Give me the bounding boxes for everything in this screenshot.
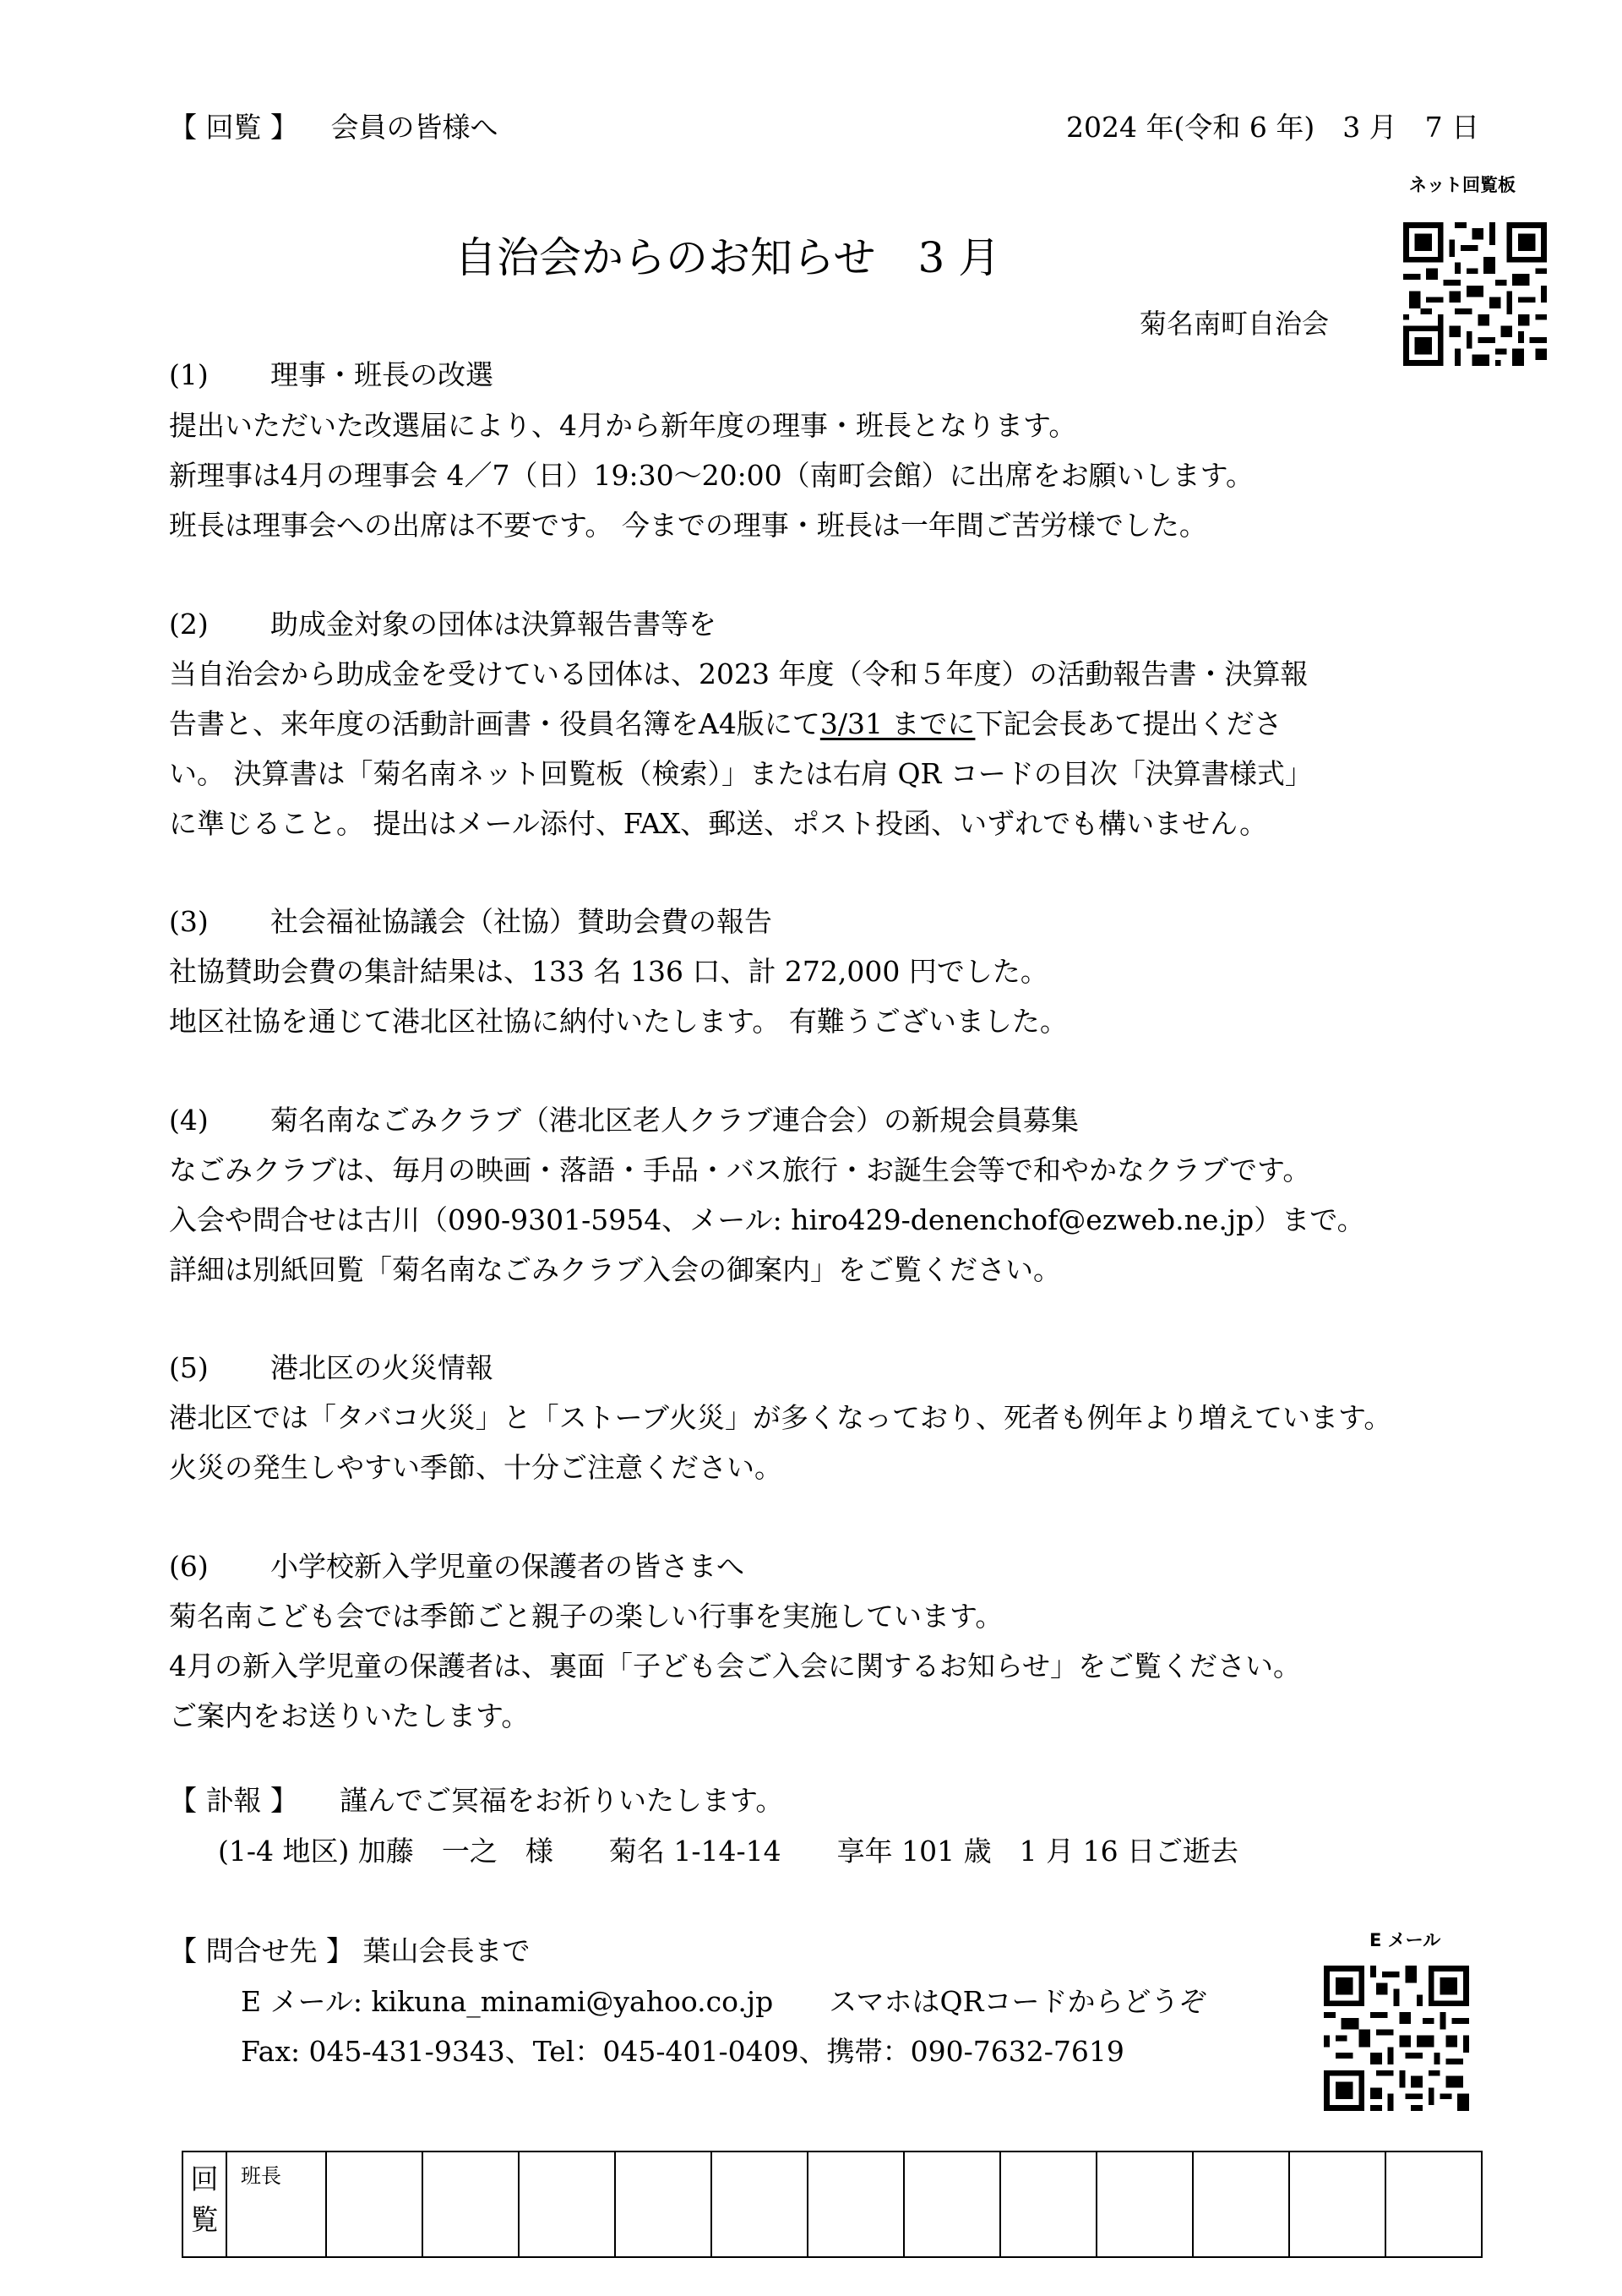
issue-date: 2024 年(令和 6 年) 3 月 7 日 [1066,111,1480,144]
section-number: (1) [169,358,209,391]
section-1-line: 提出いただいた改選届により、4月から新年度の理事・班長となります。 [169,409,1077,442]
table-row [182,2151,1482,2257]
signature-cell[interactable] [615,2151,711,2257]
bracket-close: 】 [270,111,298,144]
obituary-entry: (1-4 地区) 加藤 一之 様 菊名 1-14-14 享年 101 歳 1 月 16 日ご逝去 [218,1835,1239,1868]
section-3-line: 地区社協を通じて港北区社協に納付いたします。 有難うございました。 [169,1005,1068,1038]
section-2-line: い。 決算書は「菊名南ネット回覧板（検索）」または右肩 QR コードの目次「決算書様式」 [169,757,1313,790]
section-number: (6) [169,1550,209,1583]
circulation-table [182,2151,1483,2258]
circulation-label: 回覧 [205,111,262,144]
circulation-cell [182,2151,226,2257]
obituary-heading [169,1779,783,1819]
bracket-open: 【 [169,1784,197,1817]
section-title: 菊名南なごみクラブ（港北区老人クラブ連合会）の新規会員募集 [270,1104,1079,1137]
signature-cell[interactable] [519,2151,615,2257]
bracket-open: 【 [169,111,197,144]
contact-person: 葉山会長まで [362,1934,531,1967]
section-2-text: 告書と、来年度の活動計画書・役員名簿をA4版にて [169,707,820,740]
section-4-line: 詳細は別紙回覧「菊名南なごみクラブ入会の御案内」をご覧ください。 [169,1253,1061,1286]
qr-code-icon [1403,222,1547,366]
signature-cell[interactable] [1193,2151,1289,2257]
section-5-heading [169,1346,493,1386]
section-title: 理事・班長の改選 [270,358,493,391]
contact-email-line: E メール: kikuna_minami@yahoo.co.jp スマホはQRコードからどうぞ [241,1985,1207,2018]
signature-cell[interactable] [1289,2151,1385,2257]
signature-cell[interactable] [422,2151,519,2257]
section-title: 港北区の火災情報 [270,1351,493,1384]
section-1-line: 班長は理事会への出席は不要です。 今までの理事・班長は一年間ご苦労様でした。 [169,509,1207,542]
group-leader-cell: 班長 [226,2151,326,2257]
section-title: 社会福祉協議会（社協）賛助会費の報告 [270,905,772,938]
signature-cell[interactable] [904,2151,1000,2257]
association-name: 菊名南町自治会 [1140,308,1330,340]
bracket-close: 】 [270,1784,298,1817]
section-title: 小学校新入学児童の保護者の皆さまへ [270,1550,744,1583]
section-6-line: 菊名南こども会では季節ごと親子の楽しい行事を実施しています。 [169,1600,1004,1633]
bracket-open: 【 [169,1934,197,1967]
section-4-line: なごみクラブは、毎月の映画・落語・手品・バス旅行・お誕生会等で和やかなクラブです。 [169,1153,1311,1186]
deadline-underlined: 3/31 までに [819,707,976,740]
section-5-line: 火災の発生しやすい季節、十分ご注意ください。 [169,1451,782,1484]
signature-cell[interactable] [1000,2151,1097,2257]
signature-cell[interactable] [711,2151,808,2257]
bracket-close: 】 [326,1934,354,1967]
section-number: (5) [169,1351,209,1384]
section-number: (3) [169,905,209,938]
section-title: 助成金対象の団体は決算報告書等を [270,608,716,641]
section-6-line: ご案内をお送りいたします。 [169,1699,530,1732]
obituary-label: 訃報 [205,1784,262,1817]
section-2-line: に準じること。 提出はメール添付、FAX、郵送、ポスト投函、いずれでも構いません。 [169,807,1268,840]
section-2-text: 下記会長あて提出くださ [975,707,1282,740]
signature-cell[interactable] [1385,2151,1482,2257]
qr-top-label: ネット回覧板 [1409,175,1516,195]
section-number: (4) [169,1104,209,1137]
section-6-heading [169,1545,744,1584]
section-3-line: 社協賛助会費の集計結果は、133 名 136 口、計 272,000 円でした。 [169,955,1048,988]
circulation-char: 覧 [190,2203,219,2236]
section-2-line: 当自治会から助成金を受けている団体は、2023 年度（令和５年度）の活動報告書・決算報 [169,657,1309,690]
contact-phone-line: Fax: 045-431-9343、Tel：045-401-0409、携帯：090-7632-7619 [241,2035,1124,2068]
section-6-line: 4月の新入学児童の保護者は、裏面「子ども会ご入会に関するお知らせ」をご覧ください。 [169,1650,1302,1682]
section-4-heading [169,1099,1079,1138]
signature-cell[interactable] [808,2151,904,2257]
qr-bottom-label: E メール [1369,1930,1441,1950]
circulation-char: 回 [190,2162,219,2195]
circulation-header [169,106,498,145]
contact-label: 問合せ先 [205,1934,318,1967]
qr-code-icon [1324,1966,1469,2111]
section-3-heading [169,900,772,940]
addressee: 会員の皆様へ [330,111,498,144]
signature-cell[interactable] [1097,2151,1193,2257]
section-5-line: 港北区では「タバコ火災」と「ストーブ火災」が多くなっており、死者も例年より増えています。 [169,1401,1392,1434]
section-2-line [169,702,1282,742]
obituary-message: 謹んでご冥福をお祈りいたします。 [340,1784,784,1817]
signature-cell[interactable] [326,2151,422,2257]
section-number: (2) [169,608,209,641]
section-2-heading [169,603,716,642]
section-1-line: 新理事は4月の理事会 4／7（日）19:30～20:00（南町会館）に出席をお願いします。 [169,459,1255,492]
page-title: 自治会からのお知らせ 3 月 [454,233,1001,282]
section-1-heading [169,353,493,393]
contact-heading [169,1929,531,1969]
section-4-line: 入会や問合せは古川（090-9301-5954、メール: hiro429-denenchof@ezweb.ne.jp）まで。 [169,1203,1365,1236]
